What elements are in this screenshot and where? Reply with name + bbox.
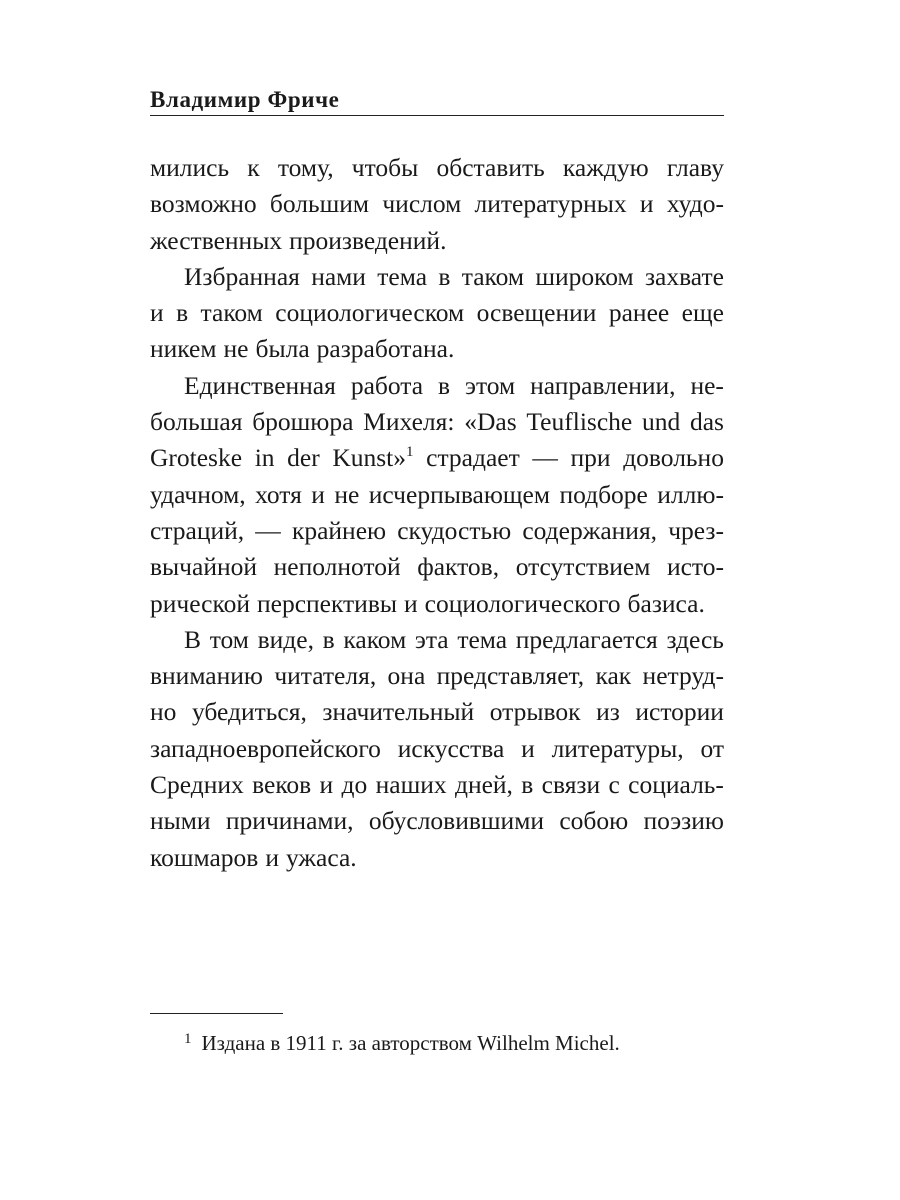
footnote [184, 1024, 620, 1058]
text-line: и в таком социологическом освещении ранее еще [150, 298, 724, 328]
text-line: никем не была разработана. [150, 334, 455, 364]
text-line: жественных произведений. [150, 225, 447, 255]
text-line: западноевропейского искусства и литературы, от [150, 733, 724, 763]
paragraph [150, 259, 724, 368]
text-line: Средних веков и до наших дней, в связи с социаль- [150, 770, 724, 800]
footnote-ref: 1 [406, 444, 414, 461]
text-line: Избранная нами тема в таком широком захвате [184, 261, 724, 291]
footnote-rule [150, 1013, 283, 1014]
paragraph [150, 622, 724, 876]
text-line: В том виде, в каком эта тема предлагается здесь [184, 624, 724, 654]
running-header [150, 86, 724, 114]
footnote-number: 1 [184, 1031, 192, 1047]
text-line: мились к тому, чтобы обставить каждую главу [150, 153, 724, 182]
text-line: кошмаров и ужаса. [150, 842, 357, 872]
footnote-text: Издана в 1911 г. за авторством Wilhelm Michel. [201, 1031, 620, 1055]
text-line: удачном, хотя и не исчерпывающем подборе иллю- [150, 479, 724, 509]
paragraph [150, 368, 724, 622]
header-rule [150, 115, 724, 116]
text-line: Groteske in der Kunst»$^1$ страдает — при довольно [150, 443, 724, 473]
text-line: большая брошюра Михеля: «Das Teuflische und das [150, 407, 724, 437]
text-line: страций, — крайнею скудостью содержания, чрез- [150, 515, 724, 545]
text-line: Единственная работа в этом направлении, не- [184, 370, 724, 400]
text-line: ными причинами, обусловившими собою поэзию [150, 806, 724, 836]
paragraph [150, 150, 724, 259]
text-line: вычайной неполнотой фактов, отсутствием исто- [150, 552, 724, 582]
header-author-name: Владимир Фриче [150, 87, 340, 112]
text-line: вниманию читателя, она представляет, как нетруд- [150, 661, 724, 691]
main-text [150, 150, 724, 876]
text-line: возможно большим числом литературных и худо- [150, 189, 724, 219]
text-line: рической перспективы и социологического базиса. [150, 588, 705, 618]
text-line: но убедиться, значительный отрывок из истории [150, 697, 724, 727]
